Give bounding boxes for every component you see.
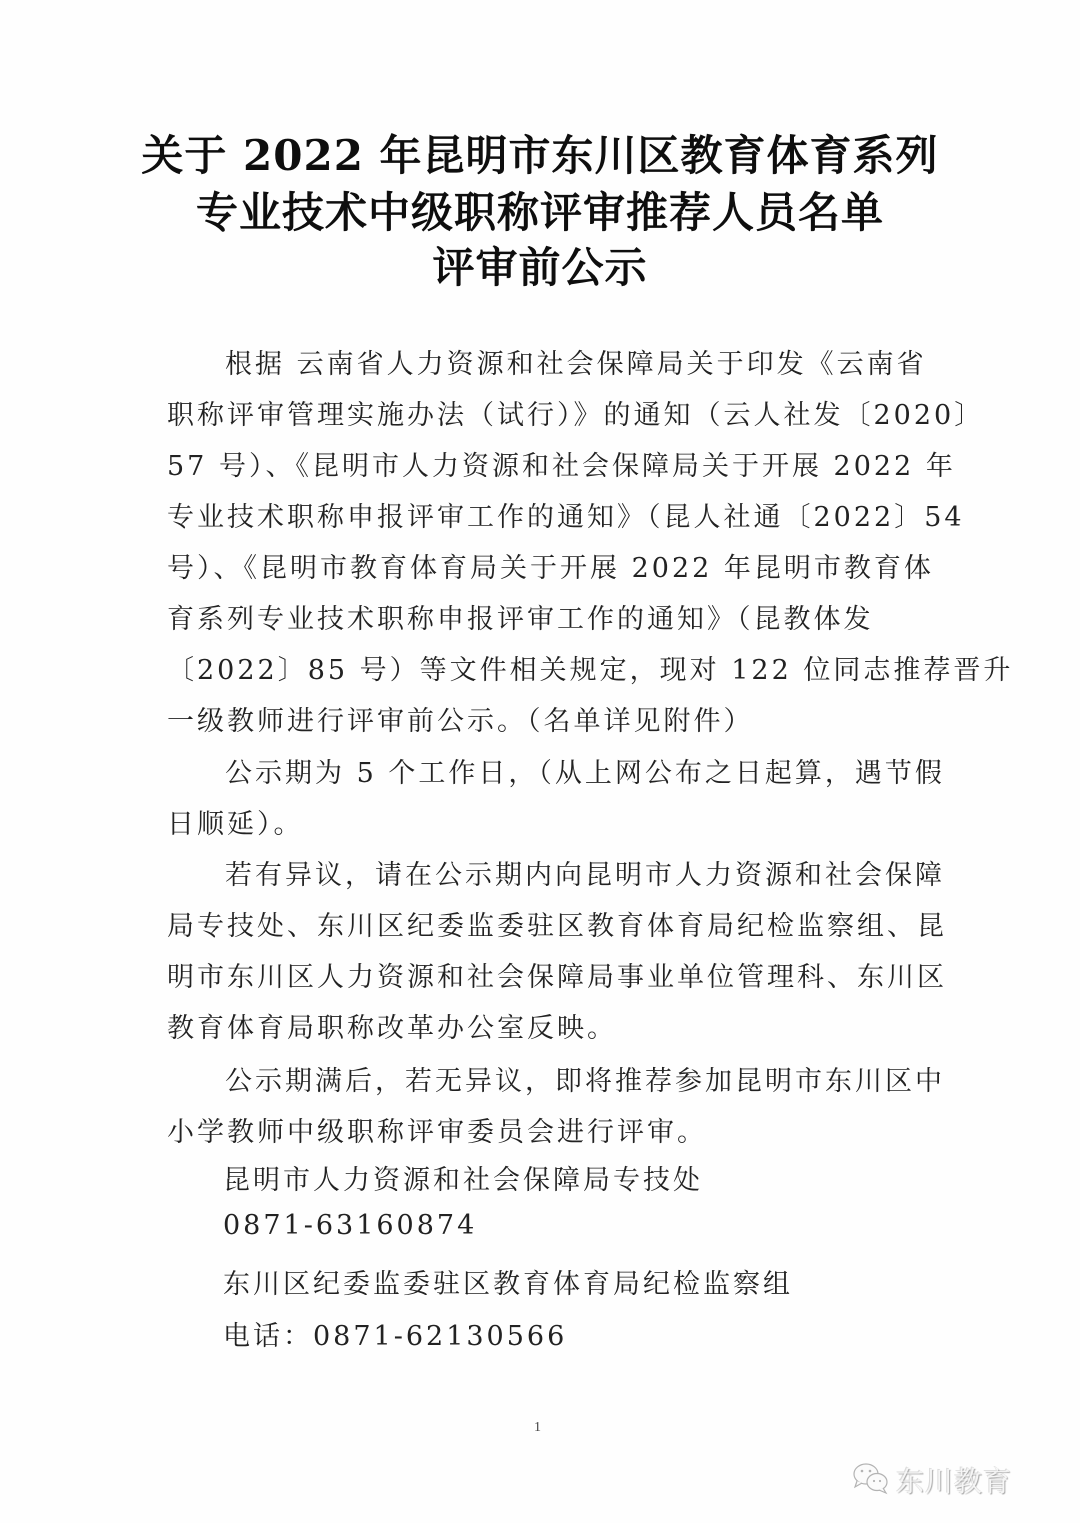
wechat-account-name: 东川教育	[896, 1465, 1013, 1498]
text-line: 号）、《昆明市教育体育局关于开展 2022 年昆明市教育体	[167, 553, 934, 584]
text-line: 〔2022〕85 号）等文件相关规定，现对 122 位同志推荐晋升	[167, 655, 1014, 686]
text-line: 日顺延）。	[167, 809, 304, 840]
text-line: 局专技处、东川区纪委监委驻区教育体育局纪检监察组、昆	[167, 911, 947, 942]
document-title-line-3: 评审前公示	[432, 243, 648, 292]
text-line: 57 号）、《昆明市人力资源和社会保障局关于开展 2022 年	[167, 451, 956, 482]
text-line: 一级教师进行评审前公示。（名单详见附件）	[167, 706, 754, 737]
paragraph-period	[167, 748, 945, 850]
text-line: 若有异议，请在公示期内向昆明市人力资源和社会保障	[225, 860, 945, 891]
document-title-line-1: 关于 2022 年昆明市东川区教育体育系列	[141, 131, 939, 180]
text-line: 小学教师中级职称评审委员会进行评审。	[167, 1117, 707, 1148]
contact-phone-1: 0871-63160874	[223, 1210, 478, 1241]
text-line: 明市东川区人力资源和社会保障局事业单位管理科、东川区	[167, 962, 947, 993]
wechat-icon	[852, 1461, 890, 1500]
paragraph-after-period	[167, 1056, 945, 1158]
text-line: 公示期满后，若无异议，即将推荐参加昆明市东川区中	[225, 1066, 945, 1097]
document-title-line-2: 专业技术中级职称评审推荐人员名单	[195, 188, 884, 237]
paragraph-basis	[167, 339, 1014, 747]
page-number: 1	[534, 1420, 541, 1435]
text-line: 根据 云南省人力资源和社会保障局关于印发《云南省	[225, 349, 927, 380]
paragraph-objection	[167, 850, 947, 1054]
text-line: 育系列专业技术职称申报评审工作的通知》（昆教体发	[167, 604, 874, 635]
text-line: 教育体育局职称改革办公室反映。	[167, 1013, 617, 1044]
text-line: 专业技术职称申报评审工作的通知》（昆人社通〔2022〕54	[167, 502, 965, 533]
contact-org-2: 东川区纪委监委驻区教育体育局纪检监察组	[223, 1269, 793, 1300]
text-line: 职称评审管理实施办法（试行）》的通知（云人社发〔2020〕	[167, 400, 985, 431]
text-line: 公示期为 5 个工作日，（从上网公布之日起算，遇节假	[225, 758, 945, 789]
wechat-watermark	[852, 1460, 1012, 1500]
contact-org-1: 昆明市人力资源和社会保障局专技处	[223, 1165, 703, 1196]
contact-phone-2: 电话：0871-62130566	[223, 1321, 568, 1352]
